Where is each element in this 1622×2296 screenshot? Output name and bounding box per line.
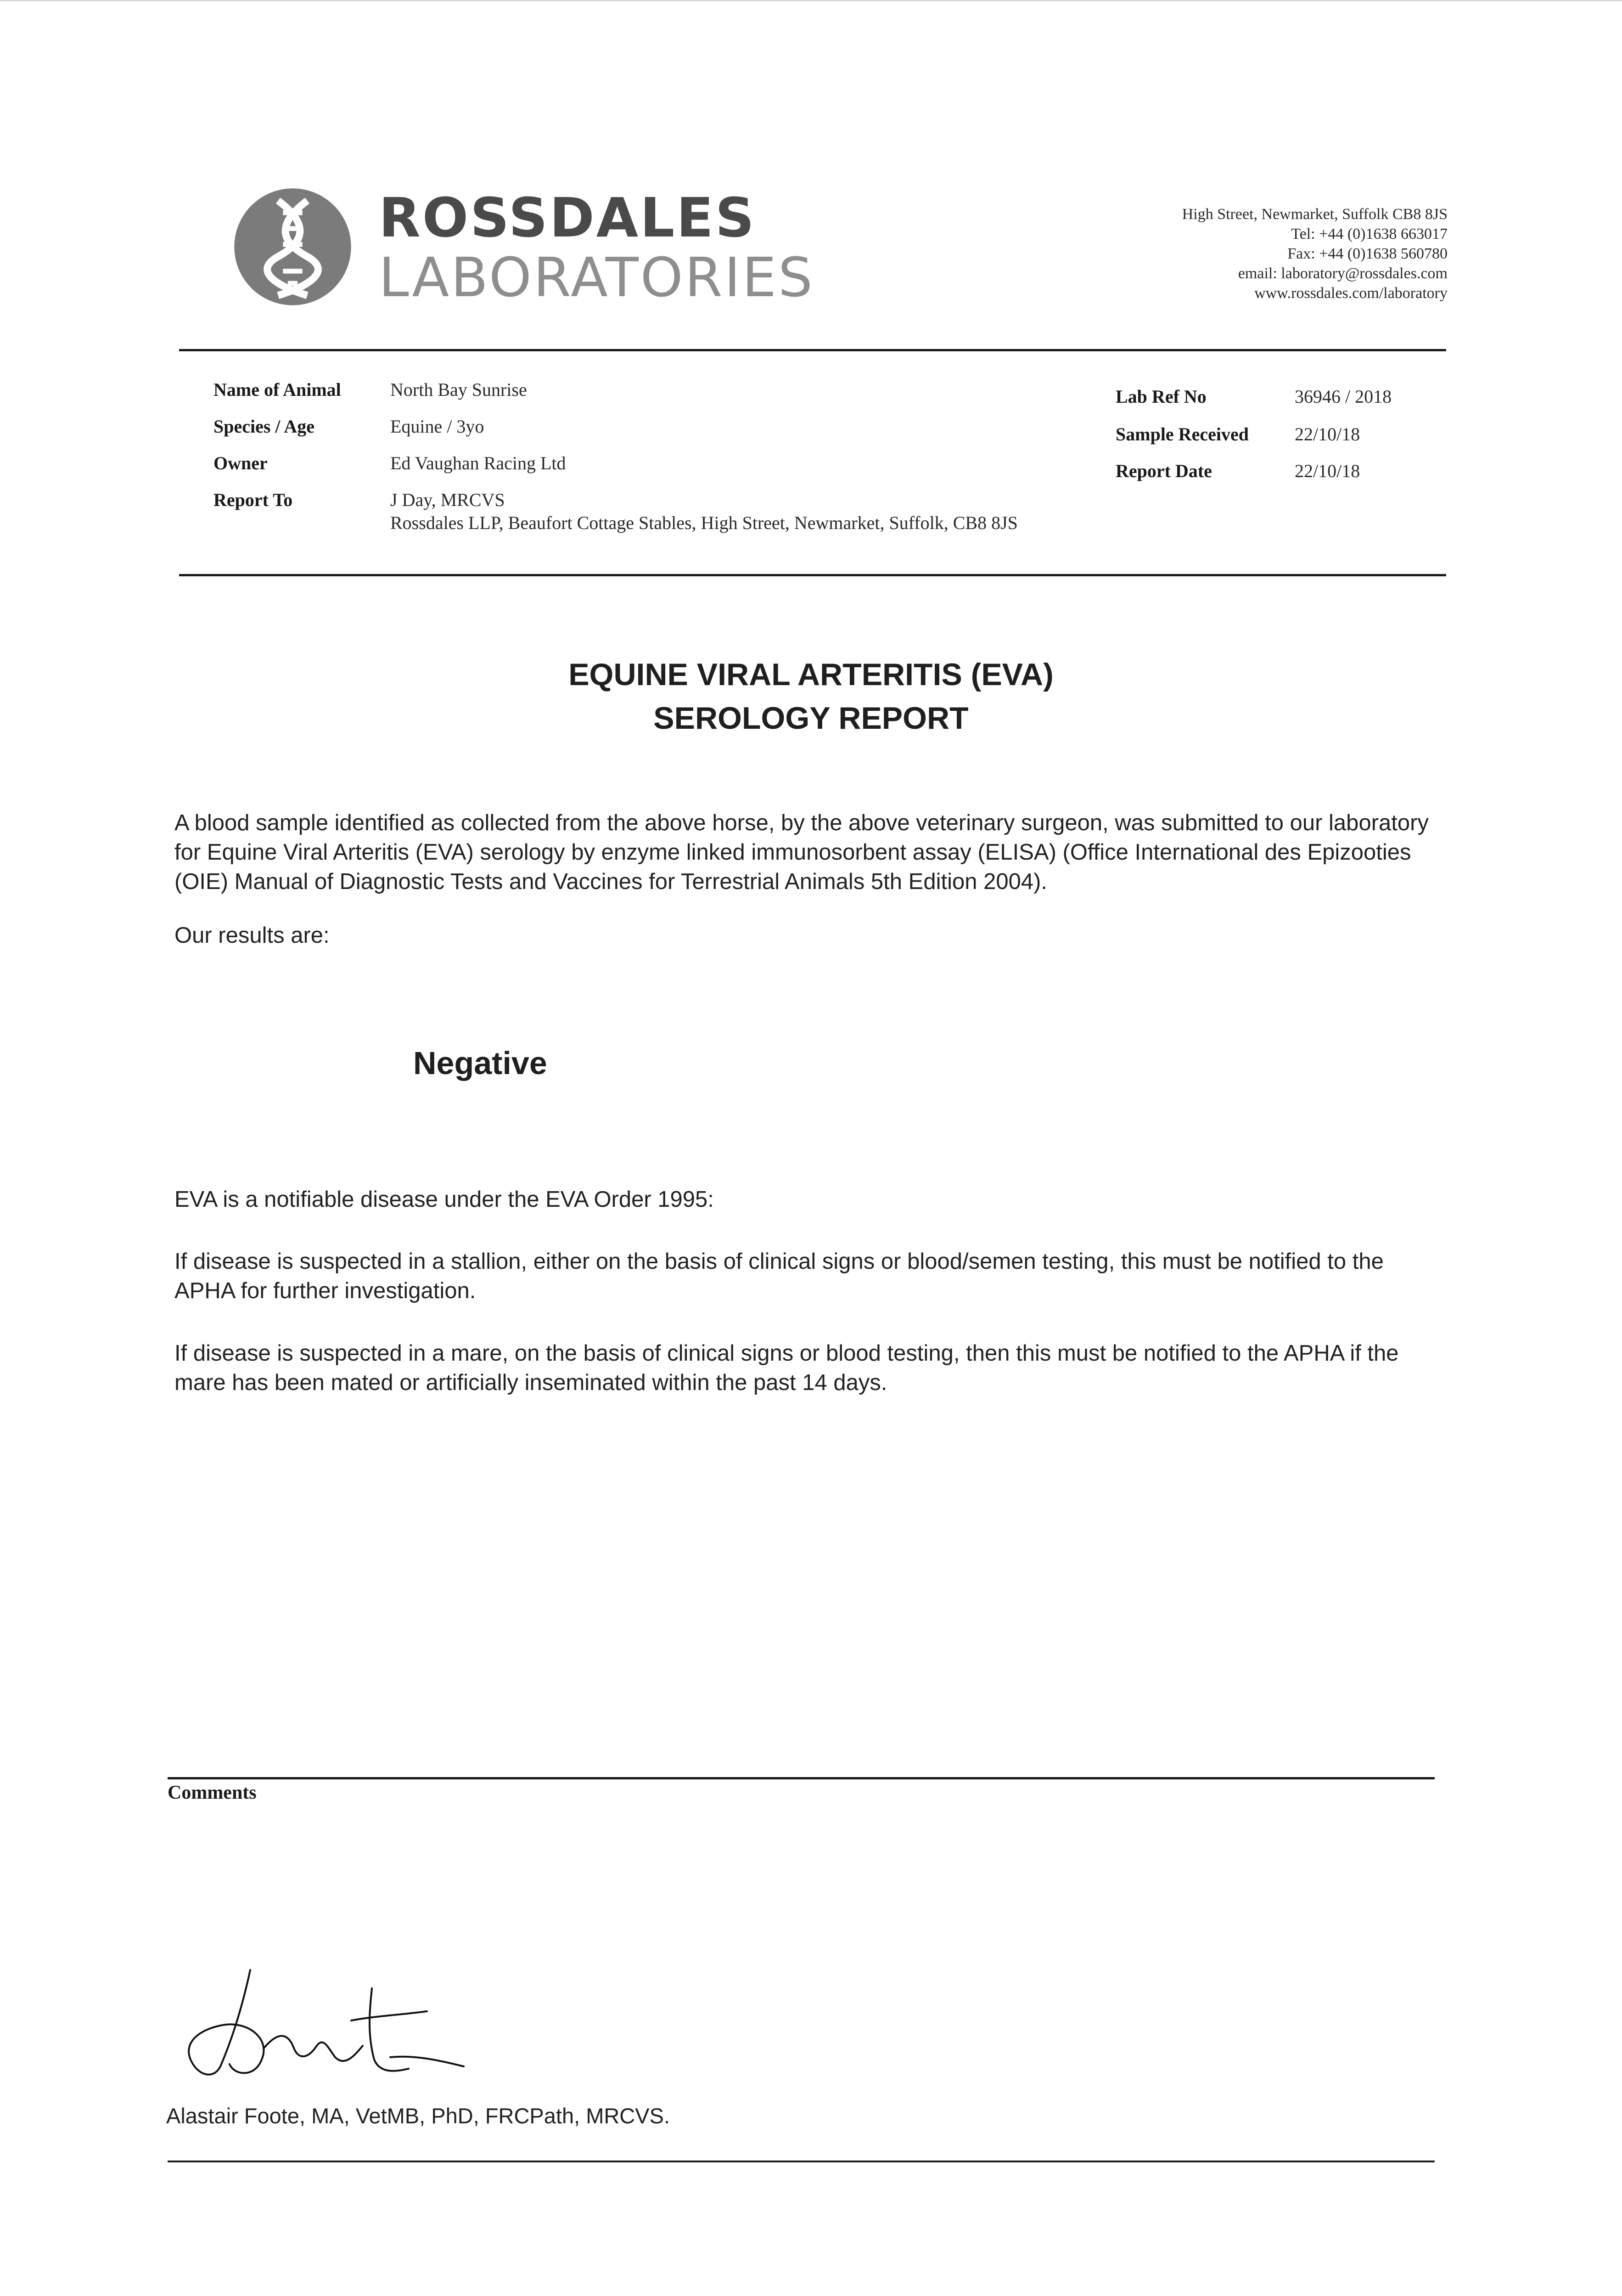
ref-label: Sample Received <box>1116 424 1249 445</box>
detail-value: Equine / 3yo <box>390 416 484 437</box>
detail-value: J Day, MRCVS <box>390 490 505 510</box>
address-line: email: laboratory@rossdales.com <box>1238 265 1448 282</box>
result-value: Negative <box>413 1045 547 1081</box>
address-line: www.rossdales.com/laboratory <box>1254 285 1448 302</box>
ref-label: Report Date <box>1116 461 1212 481</box>
ref-value: 22/10/18 <box>1295 424 1360 445</box>
notifiable-statement: EVA is a notifiable disease under the EVA Order 1995: <box>174 1187 714 1212</box>
signatory-name: Alastair Foote, MA, VetMB, PhD, FRCPath, MRCVS. <box>166 2104 670 2128</box>
header-divider <box>179 349 1446 351</box>
address-line: High Street, Newmarket, Suffolk CB8 8JS <box>1182 206 1448 223</box>
footer-divider <box>168 2161 1435 2162</box>
logo-word-laboratories: LABORATORIES <box>379 246 814 309</box>
detail-label: Species / Age <box>213 416 314 437</box>
detail-label: Owner <box>213 453 268 473</box>
detail-value: North Bay Sunrise <box>390 379 527 400</box>
lab-address <box>1034 204 1448 303</box>
report-to-address: Rossdales LLP, Beaufort Cottage Stables, High Street, Newmarket, Suffolk, CB8 8JS <box>390 512 1018 533</box>
details-divider <box>179 574 1446 576</box>
ref-value: 22/10/18 <box>1295 461 1360 481</box>
logo-word-rossdales: ROSSDALES <box>379 186 756 249</box>
ref-value: 36946 / 2018 <box>1295 386 1392 407</box>
intro-paragraph: A blood sample identified as collected from the above horse, by the above veterinary surgeon, was submitted to our laboratory for Equine Viral Arteritis (EVA) serology by enzyme linked immunosorbent assay (ELISA) (Office International des Epizooties (OIE) Manual of Diagnostic Tests and Vaccines for Terrestrial Animals 5th Edition 2004). <box>174 810 1429 894</box>
detail-value: Ed Vaughan Racing Ltd <box>390 453 566 473</box>
signature-icon <box>170 1961 500 2089</box>
mare-note: If disease is suspected in a mare, on the basis of clinical signs or blood testing, then this must be notified to the APHA if the mare has been mated or artificially inseminated within the past 14 days. <box>174 1341 1399 1395</box>
comments-divider <box>168 1777 1435 1779</box>
address-line: Tel: +44 (0)1638 663017 <box>1291 225 1448 242</box>
dna-logo-icon <box>232 186 354 308</box>
stallion-note: If disease is suspected in a stallion, either on the basis of clinical signs or blood/semen testing, this must be notified to the APHA for further investigation. <box>174 1249 1384 1303</box>
report-title-line1: EQUINE VIRAL ARTERITIS (EVA) <box>568 657 1054 692</box>
detail-label: Name of Animal <box>213 379 341 400</box>
page-top-edge <box>0 0 1622 6</box>
detail-label: Report To <box>213 490 293 510</box>
results-label: Our results are: <box>174 923 330 948</box>
comments-label: Comments <box>168 1782 257 1803</box>
ref-label: Lab Ref No <box>1116 386 1207 407</box>
address-line: Fax: +44 (0)1638 560780 <box>1287 245 1448 262</box>
report-title-line2: SEROLOGY REPORT <box>653 701 969 736</box>
